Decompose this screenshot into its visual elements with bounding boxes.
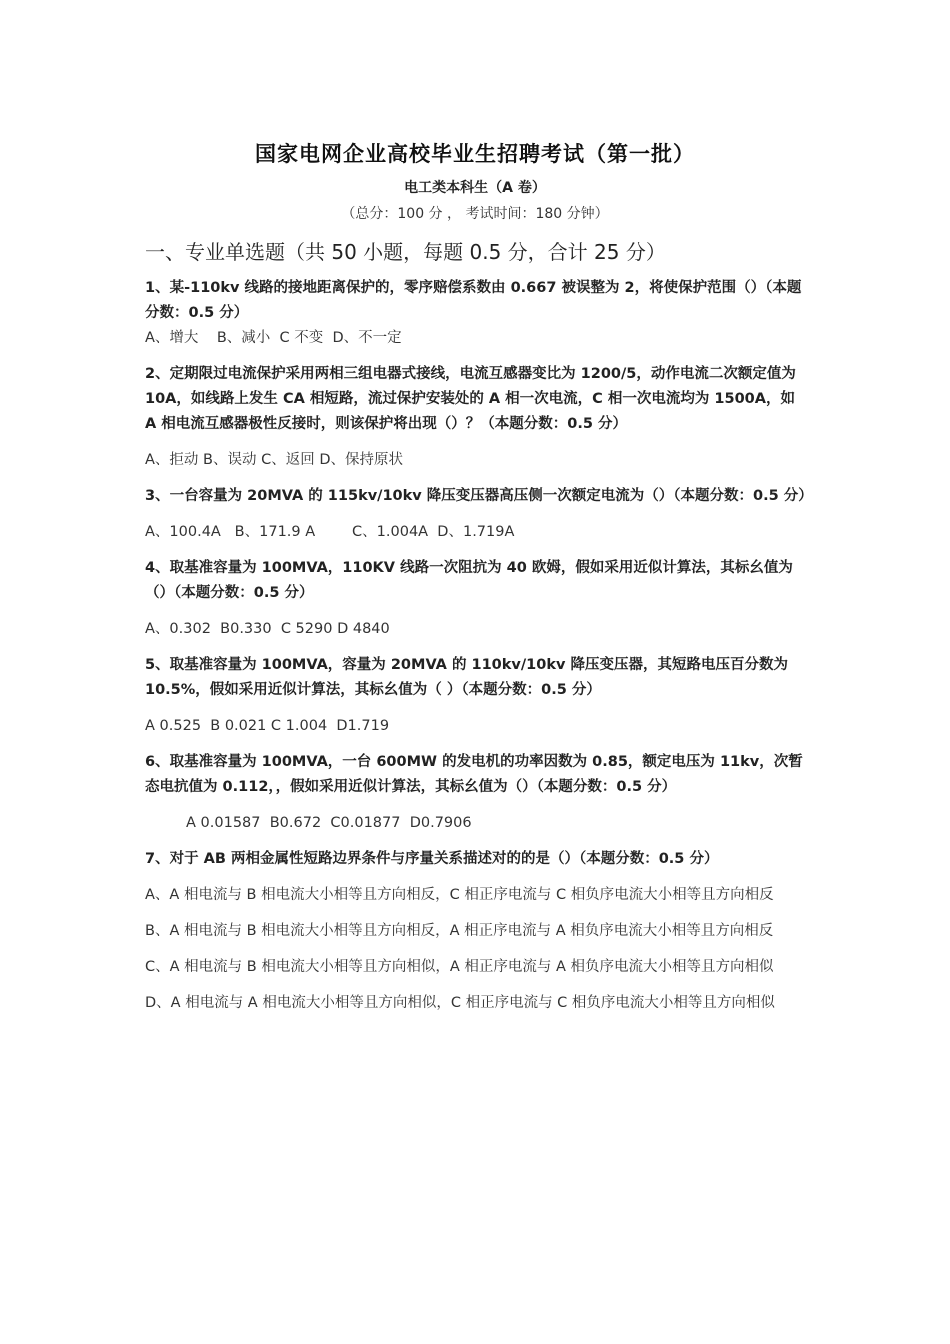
question-4-options: A、0.302 B0.330 C 5290 D 4840	[145, 621, 390, 637]
question-1-text: 1、某-110kv 线路的接地距离保护的，零序赔偿系数由 0.667 被误整为 2，将使保护范围（）（本题分数：0.5 分）	[145, 280, 802, 321]
document-title: 国家电网企业高校毕业生招聘考试（第一批）	[255, 142, 695, 166]
question-2-text: 2、定期限过电流保护采用两相三组电器式接线，电流互感器变比为 1200/5，动作电流二次额定值为 10A，如线路上发生 CA 相短路，流过保护安装处的 A 相一次电流，C 相一次电流均为 1500A，如 A 相电流互感器极性反接时，则该保护将出现（）？（本题分数：0.5 分）	[145, 366, 796, 432]
question-7-option-c: C、A 相电流与 B 相电流大小相等且方向相似，A 相正序电流与 A 相负序电流大小相等且方向相似	[145, 959, 774, 975]
question-7-option-a: A、A 相电流与 B 相电流大小相等且方向相反，C 相正序电流与 C 相负序电流大小相等且方向相反	[145, 887, 774, 903]
question-6-options: A 0.01587 B0.672 C0.01877 D0.7906	[186, 815, 472, 831]
exam-meta: （总分：100 分 ， 考试时间：180 分钟）	[341, 206, 609, 222]
question-1-options: A、增大 B、减小 C 不变 D、不一定	[145, 330, 402, 346]
question-list	[145, 276, 813, 1016]
question-5-text: 5、取基准容量为 100MVA，容量为 20MVA 的 110kv/10kv 降压变压器，其短路电压百分数为 10.5%，假如采用近似计算法，其标幺值为（ ）（本题分数：0.5 分）	[145, 657, 788, 698]
question-7-option-d: D、A 相电流与 A 相电流大小相等且方向相似，C 相正序电流与 C 相负序电流大小相等且方向相似	[145, 995, 775, 1011]
question-2-options: A、拒动 B、误动 C、返回 D、保持原状	[145, 452, 403, 468]
question-5-options: A 0.525 B 0.021 C 1.004 D1.719	[145, 718, 390, 734]
question-3-options: A、100.4A B、171.9 A C、1.004A D、1.719A	[145, 524, 515, 540]
question-6-text: 6、取基准容量为 100MVA，一台 600MW 的发电机的功率因数为 0.85，额定电压为 11kv，次暂态电抗值为 0.112，，假如采用近似计算法，其标幺值为（）（本题分数：0.5 分）	[145, 754, 803, 795]
document-subtitle: 电工类本科生（A 卷）	[404, 180, 546, 196]
question-4-text: 4、取基准容量为 100MVA，110KV 线路一次阻抗为 40 欧姆，假如采用近似计算法，其标幺值为（）（本题分数：0.5 分）	[145, 560, 793, 601]
section-heading: 一、专业单选题（共 50 小题，每题 0.5 分，合计 25 分）	[145, 240, 666, 264]
question-7-option-b: B、A 相电流与 B 相电流大小相等且方向相反，A 相正序电流与 A 相负序电流大小相等且方向相反	[145, 923, 774, 939]
question-7-text: 7、对于 AB 两相金属性短路边界条件与序量关系描述对的的是（）（本题分数：0.5 分）	[145, 851, 719, 867]
question-3-text: 3、一台容量为 20MVA 的 115kv/10kv 降压变压器高压侧一次额定电流为（）（本题分数：0.5 分）	[145, 488, 813, 504]
